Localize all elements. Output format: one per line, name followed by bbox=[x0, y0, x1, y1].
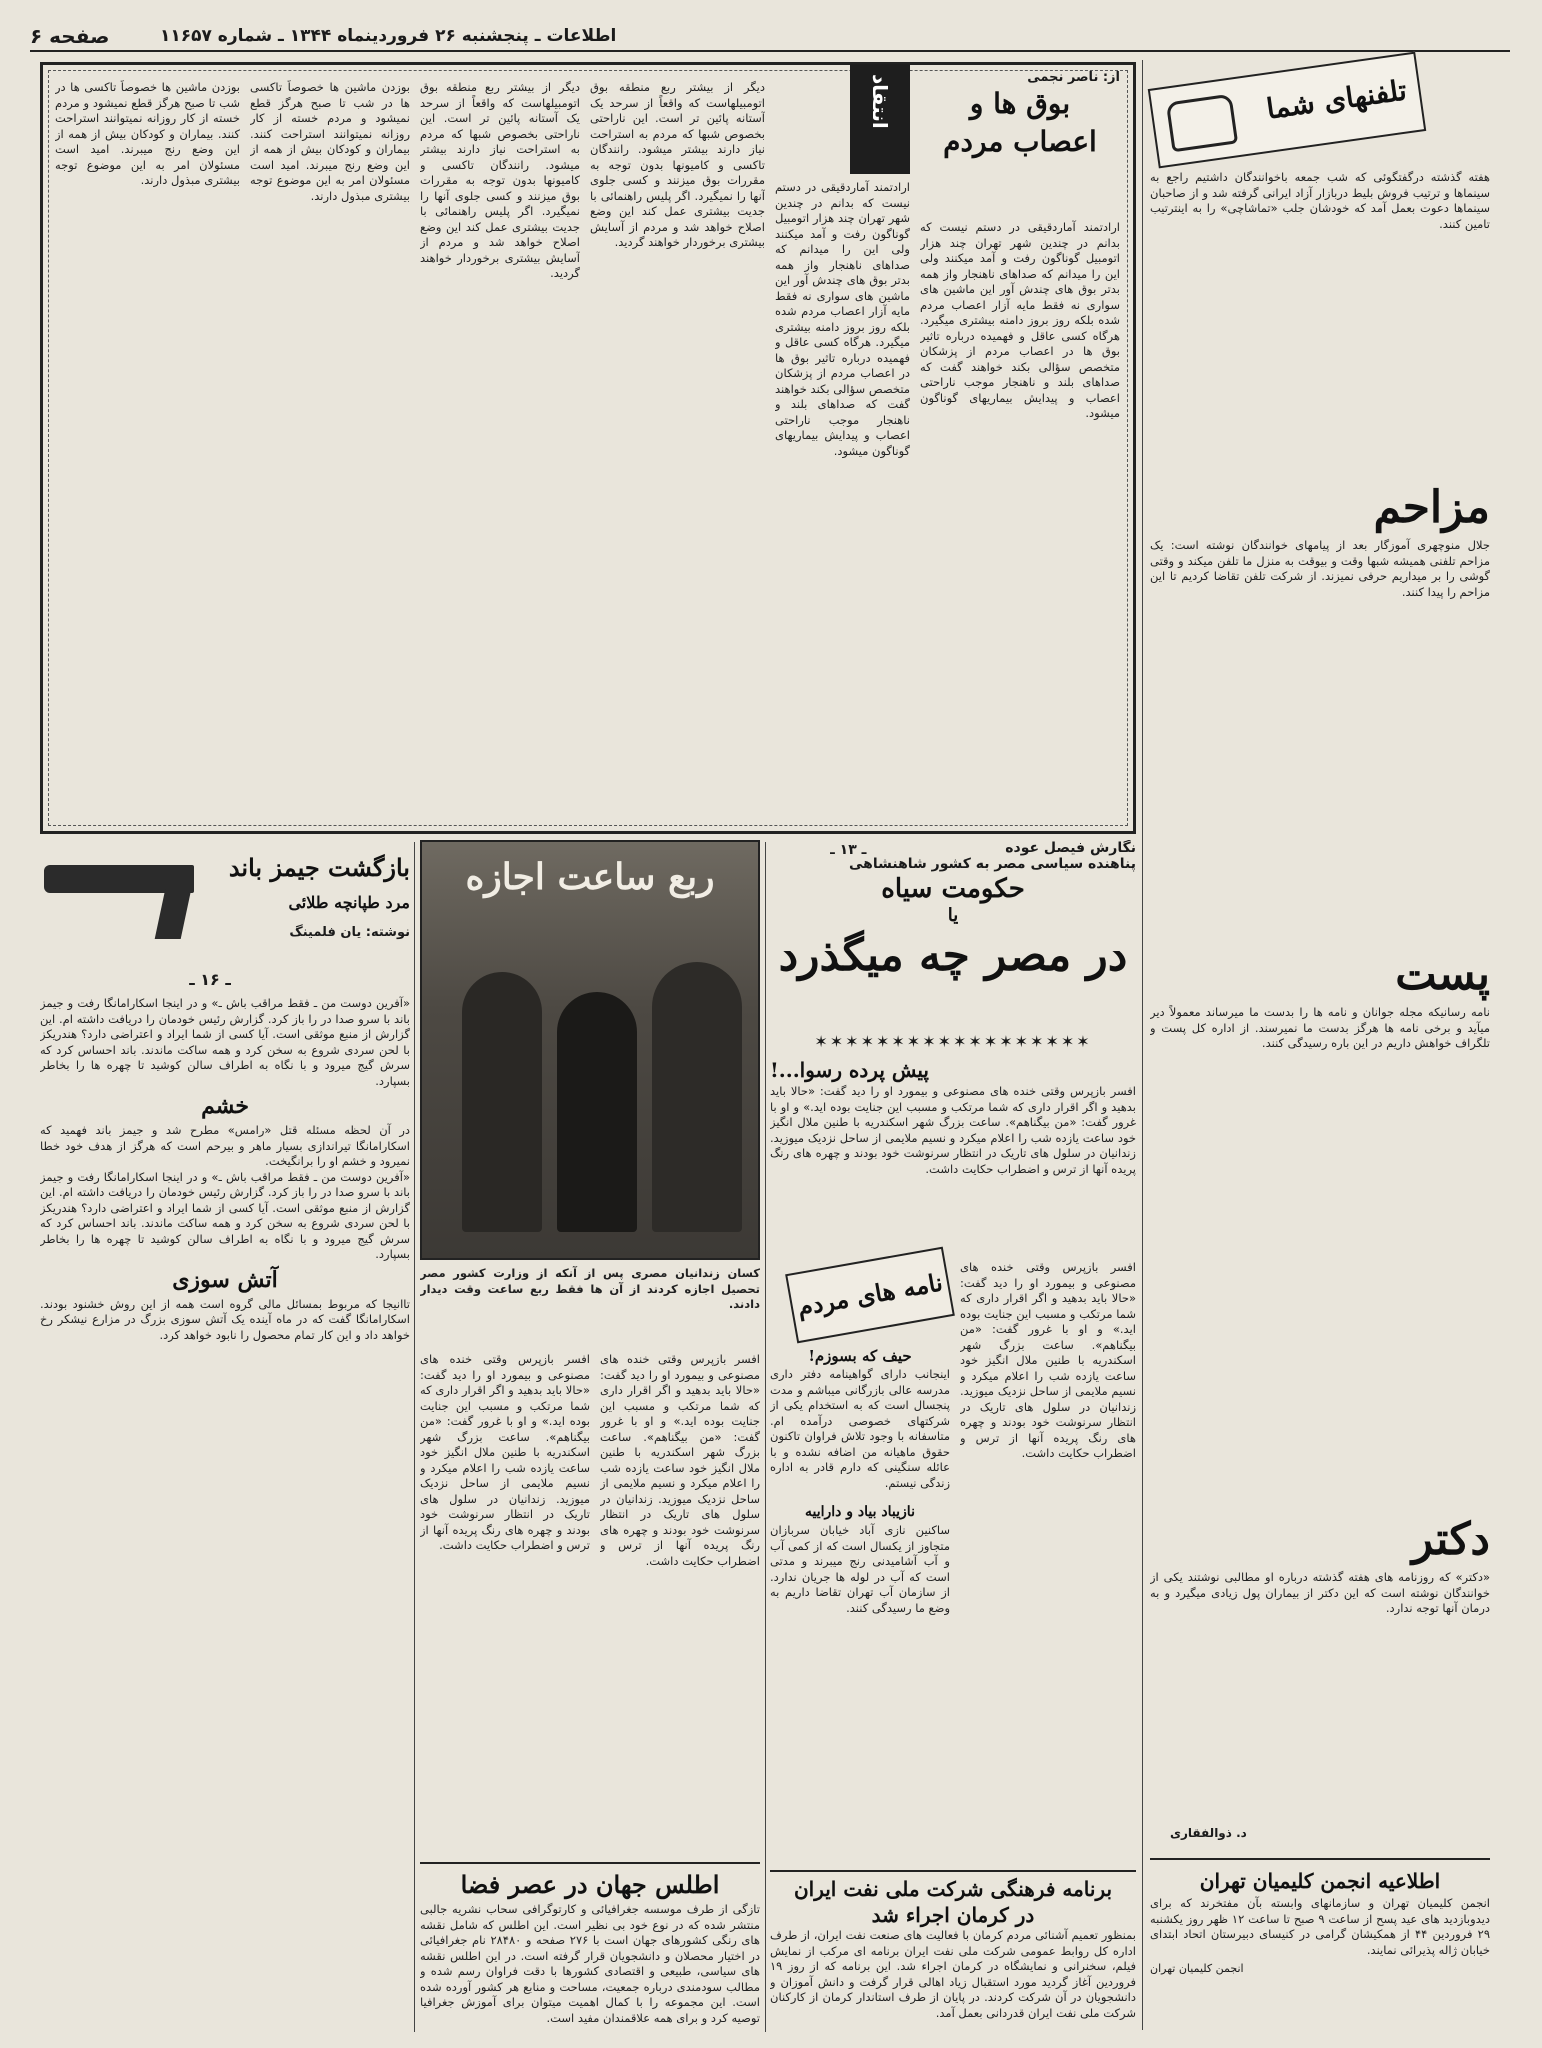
bond-number: ـ ۱۶ ـ bbox=[189, 970, 231, 989]
kicker: پناهنده سیاسی مصر به کشور شاهنشاهی bbox=[848, 856, 1136, 872]
section-post bbox=[1150, 945, 1490, 1505]
section-doctor bbox=[1150, 1510, 1490, 1850]
bond-text: «آفرین دوست من ـ فقط مراقب باش ـ» و در اینجا اسکارامانگا رفت و جیمز باند با سرو صدا در را باز کرد. گزارش رئیس خودمان را دریافت داشته ام. این گزارش از منبع موثقی است. آیا کسی از شما ایراد و اعتراضی دارد؟ هندریکز با لحن سردی شروع به سخن کرد و همه ساکت ماندند. باند احساس کرد که سرش گیج میرود و با نگاه به اطراف سالن کوشید تا چهره ها را بخاطر بسپارد. bbox=[40, 996, 410, 1088]
egypt-body bbox=[770, 1056, 1136, 1256]
masthead-text: اطلاعات ـ پنجشنبه ۲۶ فروردینماه ۱۳۴۴ ـ شماره ۱۱۶۵۷ bbox=[160, 26, 617, 46]
section-text: جلال منوچهری آموزگار بعد از پیامهای خوانندگان نوشته است: یک مزاحم تلفنی همیشه شبها وقت و بیوقت به منزل ما تلفن میکند و وقتی گوشی را بر میداریم حرفی نمیزند. از شرکت تلفن تقاضا کردیم تا این مزاحم را پیدا کنند. bbox=[1150, 538, 1490, 599]
section-heading: مزاحم bbox=[1373, 482, 1490, 533]
egypt-text: افسر بازپرس وقتی خنده های مصنوعی و بیمورد او را دید گفت: «حالا باید بدهید و اگر اقرار داری که شما مرتکب و مسبب این جنایت بوده اید.» و او با غرور گفت: «من بیگناهم». ساعت بزرگ شهر اسکندریه با طنین ملال انگیز خود ساعت یازده شب را اعلام میکرد و نسیم ملایمی از ساحل نزدیک میوزید. زندانیان در سلول های تاریک در انتظار سرنوشت خود بودند و چهره های رنگ پریده آنها از ترس و اضطراب حکایت داشت. bbox=[770, 1084, 1136, 1176]
notice-rule bbox=[1150, 1858, 1490, 1860]
atlas-article bbox=[420, 1868, 760, 2038]
bond-section-2-text: تاانیجا که مربوط بمسائل مالی گروه است همه از این روش خشنود بودند. اسکارامانگا گفت که در ماه آینده یک آتش سوزی بزرگ در مزارع نیشکر رخ خواهد داد و این کار تمام محصول را نابود خواهد کرد. bbox=[40, 1296, 410, 1342]
star-rule: ✶✶✶✶✶✶✶✶✶✶✶✶✶✶✶✶✶✶ bbox=[814, 1032, 1092, 1051]
person-silhouette bbox=[557, 992, 637, 1232]
telephone-logo bbox=[1148, 52, 1427, 169]
egypt-text-col-1: افسر بازپرس وقتی خنده های مصنوعی و بیمورد او را دید گفت: «حالا باید بدهید و اگر اقرار داری که شما مرتکب و مسبب این جنایت بوده اید.» و او با غرور گفت: «من بیگناهم». ساعت بزرگ شهر اسکندریه با طنین ملال انگیز خود ساعت یازده شب را اعلام میکرد و نسیم ملایمی از ساحل نزدیک میوزید. زندانیان در سلول های تاریک در انتظار سرنوشت خود بودند و چهره های رنگ پریده آنها از ترس و اضطراب حکایت داشت. bbox=[960, 1260, 1136, 1460]
column-divider bbox=[765, 842, 766, 2032]
notice-text: انجمن کلیمیان تهران و سازمانهای وابسته بآن مفتخرند که برای دیدوبازدید های عید پسح از ساعت ۹ صبح تا ساعت ۱۲ ظهر روز یکشنبه ۲۹ فروردین ۴۴ از همکیشان گرامی در کنیسای دبیرستان اتحاد ابتدای خیابان ژاله پذیرائی نمایند. bbox=[1150, 1896, 1490, 1957]
bond-subtitle: مرد طپانچه طلائی bbox=[288, 893, 410, 912]
photo-caption: کسان زندانیان مصری پس از آنکه از وزارت کشور مصر تحصیل اجازه کردند از آن ها فقط ربع ساعت وقت دیدار دادند. bbox=[420, 1266, 760, 1311]
section-mozahem bbox=[1150, 478, 1490, 938]
letter-title: حیف که بسوزم! bbox=[808, 1347, 912, 1365]
letter-text: اینجانب دارای گواهینامه دفتر داری مدرسه عالی بازرگانی میباشم و مدت پنجسال است که به استخدام یکی از شرکتهای خصوصی درآمده ام. متاسفانه با وجود تلاش فراوان تاکنون حقوق ماهیانه من اضافه نشده و با عائله سنگینی که دارم قادر به اداره زندگی نیستم. bbox=[770, 1367, 950, 1490]
pistol-grip bbox=[155, 889, 192, 939]
masthead bbox=[30, 22, 1510, 52]
notice-title: اطلاعیه انجمن کلیمیان تهران bbox=[1199, 1869, 1441, 1893]
telephone-intro: هفته گذشته درگفتگوئی که شب جمعه باخوانندگان داشتیم راجع به سینماها و ترتیب فروش بلیط دربازار آزاد ایرانی گرفته شد و از صاحبان سینماها دعوت بعمل آمد که خودشان جلب «تماشاچی» را به اینترتیب تامین کنند. bbox=[1150, 170, 1490, 231]
headline: در مصر چه میگذرد bbox=[778, 930, 1128, 981]
critique-label bbox=[850, 64, 910, 174]
page-number: صفحه ۶ bbox=[30, 24, 110, 48]
person-silhouette bbox=[652, 962, 742, 1232]
bond-text-repeat: «آفرین دوست من ـ فقط مراقب باش ـ» و در اینجا اسکارامانگا رفت و جیمز باند با سرو صدا در را باز کرد. گزارش رئیس خودمان را دریافت داشته ام. این گزارش از منبع موثقی است. آیا کسی از شما ایراد و اعتراضی دارد؟ هندریکز با لحن سردی شروع به سخن کرد و همه ساکت ماندند. باند احساس کرد که سرش گیج میرود و با نگاه به اطراف سالن کوشید تا چهره ها را بخاطر بسپارد. bbox=[40, 1169, 410, 1261]
person-silhouette bbox=[462, 972, 542, 1232]
bond-body bbox=[40, 996, 410, 2036]
critique-label-text: انتقاد bbox=[868, 74, 892, 129]
letters-body bbox=[770, 1345, 950, 1865]
horns-text-3: دیگر از بیشتر ربع منطقه بوق اتومبیلهاست که واقعاً از سرحد یک آستانه پائین تر است. این ناراحتی بخصوص شبها که مردم به استراحت نیاز دارند بیشتر میشود. رانندگان تاکسی و کامیونها بدون توجه به مقررات بوق میزنند و کسی جلوی آنها را نمیگیرد. اگر پلیس راهنمائی با جدیت بیشتری عمل کند این وضع اصلاح خواهد شد و مردم از آسایش بیشتری برخوردار خواهند گردید. bbox=[590, 80, 765, 249]
notice-sign: انجمن کلیمیان تهران bbox=[1150, 1962, 1244, 1975]
oil-title: برنامه فرهنگی شرکت ملی نفت ایران bbox=[793, 1877, 1113, 1901]
oil-rule bbox=[770, 1870, 1136, 1872]
headline-small: حکومت سیاه bbox=[881, 874, 1025, 904]
letters-logo-text: نامه های مردم bbox=[795, 1267, 945, 1322]
column-divider bbox=[1142, 60, 1143, 2030]
kalimian-notice bbox=[1150, 1866, 1490, 2026]
article-title: بوق ها و bbox=[969, 87, 1071, 120]
letter-sub-text: ساکنین نازی آباد خیابان سربازان متجاوز از یکسال است که از کمی آب و آب آشامیدنی رنج میبرند و مدتی است که آب در لوله ها جریان ندارد. از سازمان آب تهران تقاضا داریم به وضع ما رسیدگی کنند. bbox=[770, 1523, 950, 1615]
horns-text-6: بوزدن ماشین ها خصوصاً تاکسی ها در شب تا صبح هرگز قطع نمیشود و مردم خسته از کار روزانه نمیتوانند استراحت کنند. بیماران و کودکان بیش از همه از این وضع رنج میبرند. امید است مسئولان امر به این موضوع توجه بیشتری مبذول دارند. bbox=[55, 80, 240, 187]
horns-text-2: ارادتمند آماردقیقی در دستم نیست که بدانم در چندین شهر تهران چند هزار اتومبیل گوناگون رفت و آمد میکنند ولی این را میدانم که صداهای ناهنجار واز همه بدتر بوق های چندش آور این ماشین های سواری نه فقط مایه آزار اعصاب مردم شده بلکه روز بروز دامنه بیشتری میگیرد. هرگاه کسی عاقل و فهمیده درباره تاثیر بوق ها در اعصاب مردم از پزشکان متخصص سؤالی بکند خواهند گفت که صداهای بلند و ناهنجار موجب ناراحتی اعصاب و پیدایش بیماریهای گوناگون میشود. bbox=[775, 180, 910, 458]
headline-ya: یا bbox=[947, 905, 959, 926]
telephone-icon bbox=[1166, 94, 1238, 153]
bond-author: نوشته: یان فلمینگ bbox=[289, 925, 410, 940]
signature: د. ذوالفقاری bbox=[1170, 1826, 1247, 1840]
bond-title: بازگشت جیمز باند bbox=[228, 853, 410, 882]
section-heading: پست bbox=[1395, 949, 1490, 1000]
letter-sub-title: نازیباد بیاد و داراییه bbox=[805, 1504, 915, 1520]
prisoner-visit-photo bbox=[420, 840, 760, 1260]
article-title-2: اعصاب مردم bbox=[943, 125, 1097, 158]
section-text: «دکتر» که روزنامه های هفته گذشته درباره او مطالبی نوشتند یکی از خوانندگان نوشته است که این دکتر از بیماران پول زیادی میگیرد و به درمان آنها توجه ندارد. bbox=[1150, 1570, 1490, 1615]
bond-section-2: آتش سوزی bbox=[172, 1266, 278, 1293]
oil-article bbox=[770, 1876, 1136, 2036]
horns-text-5: بوزدن ماشین ها خصوصاً تاکسی ها در شب تا صبح هرگز قطع نمیشود و مردم خسته از کار روزانه نمیتوانند استراحت کنند. بیماران و کودکان بیش از همه از این وضع رنج میبرند. امید است مسئولان امر به این موضوع توجه بیشتری مبذول دارند. bbox=[250, 80, 410, 203]
telephone-logo-text: تلفنهای شما bbox=[1264, 73, 1409, 126]
horns-heading bbox=[920, 70, 1120, 220]
section-heading: پیش پرده رسوا...! bbox=[770, 1058, 929, 1082]
atlas-rule bbox=[420, 1862, 760, 1864]
letters-logo bbox=[785, 1247, 955, 1344]
horns-text-4: دیگر از بیشتر ربع منطقه بوق اتومبیلهاست که واقعاً از سرحد یک آستانه پائین تر است. این ناراحتی بخصوص شبها که مردم به استراحت نیاز دارند بیشتر میشود. رانندگان تاکسی و کامیونها بدون توجه به مقررات بوق میزنند و کسی جلوی آنها را نمیگیرد. اگر پلیس راهنمائی با جدیت بیشتری عمل کند این وضع اصلاح خواهد شد و مردم از آسایش بیشتری برخوردار خواهند گردید. bbox=[420, 80, 580, 280]
bond-section-1-text: در آن لحظه مسئله قتل «رامس» مطرح شد و جیمز باند فهمید که اسکارامانگا تیراندازی بسیار ماهر و بیرحم است که هرگز از هدف خود خطا نمیرود و خشم او را برانگیخت. bbox=[40, 1123, 410, 1168]
atlas-text: تازگی از طرف موسسه جغرافیائی و کارتوگرافی سحاب نشریه جالبی منتشر شده که در نوع خود بی نظیر است. این اطلس که شامل نقشه های رنگی کشورهای جهان است با ۲۷۶ صفحه و ۲۸۴۸۰ نام جغرافیائی در اختیار محصلان و دانشجویان قرار گرفته است. در این اطلس نقشه های سیاسی، طبیعی و اقتصادی کشورها با دقت فراوان رسم شده و مطالب سودمندی درباره جمعیت، مساحت و منابع هر کشور آورده شده است. این مجموعه را با کمال اهمیت میتوان برای آموزش جغرافیا توصیه کرد و برای همه علاقمندان مفید است. bbox=[420, 1902, 760, 2025]
author: نگارش فیصل عوده bbox=[1005, 840, 1136, 856]
egypt-text-col-3: افسر بازپرس وقتی خنده های مصنوعی و بیمورد او را دید گفت: «حالا باید بدهید و اگر اقرار داری که شما مرتکب و مسبب این جنایت بوده اید.» و او با غرور گفت: «من بیگناهم». ساعت بزرگ شهر اسکندریه با طنین ملال انگیز خود ساعت یازده شب را اعلام میکرد و نسیم ملایمی از ساحل نزدیک میوزید. زندانیان در سلول های تاریک در انتظار سرنوشت خود بودند و چهره های رنگ پریده آنها از ترس و اضطراب حکایت داشت. bbox=[420, 1352, 590, 1552]
oil-text: بمنظور تعمیم آشنائی مردم کرمان با فعالیت های صنعت نفت ایران، از طرف اداره کل روابط عمومی شرکت ملی نفت ایران برنامه ای مرکب از نمایش فیلم، سخنرانی و نمایشگاه در کرمان اجراء شد. این برنامه که از روز ۱۹ فروردین آغاز گردید مورد استقبال زیاد اهالی قرار گرفت و دانش آموزان و دانشجویان در آن شرکت کردند. در پایان از طرف استاندار کرمان از کارکنان شرکت ملی نفت ایران قدردانی بعمل آمد. bbox=[770, 1928, 1136, 2020]
byline: از: ناصر نجمی bbox=[1027, 70, 1120, 85]
horns-text-1: ارادتمند آماردقیقی در دستم نیست که بدانم در چندین شهر تهران چند هزار اتومبیل گوناگون رفت و آمد میکنند ولی این را میدانم که صداهای ناهنجار واز همه بدتر بوق های چندش آور این ماشین های سواری نه فقط مایه آزار اعصاب مردم شده بلکه روز بروز دامنه بیشتری میگیرد. هرگاه کسی عاقل و فهمیده درباره تاثیر بوق ها در اعصاب مردم از پزشکان متخصص سؤالی بکند خواهند گفت که صداهای بلند و ناهنجار موجب ناراحتی اعصاب و پیدایش بیماریهای گوناگون میشود. bbox=[920, 220, 1120, 420]
egypt-number: ـ ۱۳ ـ bbox=[830, 842, 867, 858]
egypt-heading bbox=[770, 840, 1136, 1030]
atlas-title: اطلس جهان در عصر فضا bbox=[460, 1870, 720, 1899]
section-text: نامه رسانیکه مجله جوانان و نامه ها را بدست ما میرساند معمولاً دیر میآید و برخی نامه ها هرگز بدست ما نمیرسند. از اداره کل پست و تلگراف خواهش داریم در این باره رسیدگی کنند. bbox=[1150, 1005, 1490, 1050]
column-divider bbox=[414, 842, 415, 2032]
section-heading: دکتر bbox=[1411, 1514, 1490, 1565]
bond-heading bbox=[40, 845, 410, 965]
oil-title-2: در کرمان اجراء شد bbox=[871, 1903, 1035, 1927]
bond-section-1: خشم bbox=[201, 1093, 249, 1119]
egypt-text-col-2: افسر بازپرس وقتی خنده های مصنوعی و بیمورد او را دید گفت: «حالا باید بدهید و اگر اقرار داری که شما مرتکب و مسبب این جنایت بوده اید.» و او با غرور گفت: «من بیگناهم». ساعت بزرگ شهر اسکندریه با طنین ملال انگیز خود ساعت یازده شب را اعلام میکرد و نسیم ملایمی از ساحل نزدیک میوزید. زندانیان در سلول های تاریک در انتظار سرنوشت خود بودند و چهره های رنگ پریده آنها از ترس و اضطراب حکایت داشت. bbox=[600, 1352, 760, 1568]
photo-caption-title: ربع ساعت اجازه bbox=[465, 856, 715, 898]
